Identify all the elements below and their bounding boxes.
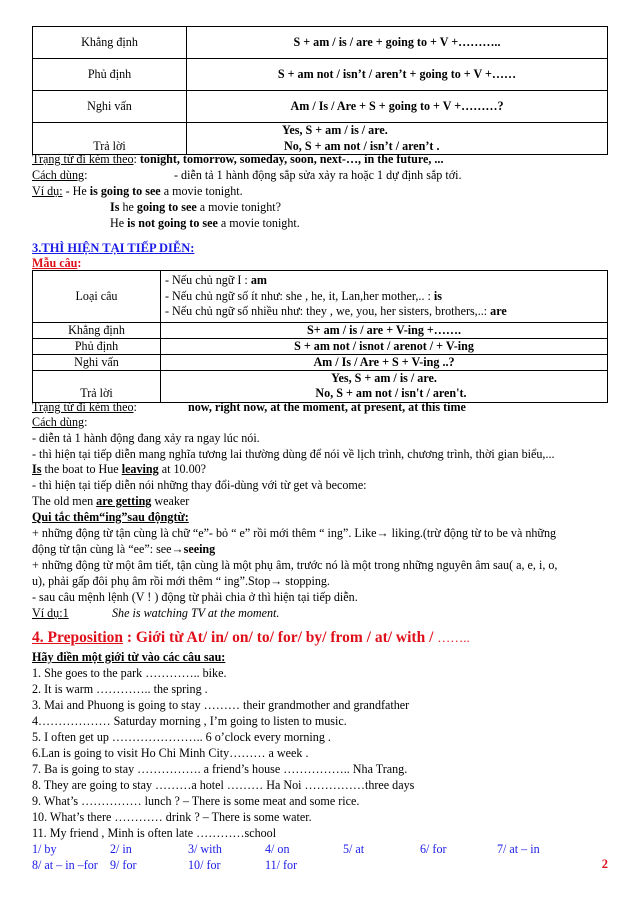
section-3-title: 3.THÌ HIỆN TẠI TIẾP DIỄN:: [32, 241, 195, 255]
page-number: 2: [601, 857, 608, 871]
adverbs-label: Trạng từ đi kèm theo: [32, 152, 134, 166]
text: at 10.00?: [158, 462, 207, 476]
usage-line: Cách dùng: - diễn tả 1 hành động sắp sửa xảy ra hoặc 1 dự định sắp tới.: [32, 168, 462, 182]
text: - He: [65, 184, 90, 198]
section-4-title: [32, 628, 470, 647]
rule-5: - sau câu mệnh lệnh (V ! ) động từ phải chia ở thì hiện tại tiếp diễn.: [32, 590, 358, 604]
row-label: Trả lời: [33, 123, 187, 155]
adverbs-line-2: Trạng từ đi kèm theo: now, right now, at the moment, at present, at this time: [32, 400, 466, 414]
usage-1: - diễn tả 1 hành động đang xảy ra ngay lúc nói.: [32, 431, 260, 445]
answer: 3/ with: [188, 842, 222, 856]
text: : Giới từ At/ in/ on/ to/ for/ by/ from / at/ with /: [123, 629, 438, 646]
example-value: She is watching TV at the moment.: [112, 606, 280, 620]
answer-yes: Yes, S + am / is / are.: [282, 123, 388, 138]
row-formula: [161, 371, 608, 402]
text: are: [490, 304, 507, 319]
arrow-icon: →: [270, 574, 283, 588]
row-formula: [187, 123, 608, 155]
text: He: [110, 216, 128, 230]
example-label: Ví dụ:1: [32, 606, 69, 620]
row-label: Phủ định: [33, 339, 161, 355]
instruction: Hãy điền một giới từ vào các câu sau:: [32, 650, 226, 664]
list-item: 1. She goes to the park ………….. bike.: [32, 666, 227, 680]
example-line-3: [110, 216, 300, 231]
rule-4: [32, 574, 330, 589]
rule-3: + những động từ một âm tiết, tận cùng là một phụ âm, trước nó là một trong những nguyên âm sau( a, e, i, o,: [32, 558, 558, 572]
future-formula-table: [32, 26, 608, 155]
answer: 2/ in: [110, 842, 132, 856]
row-label: Khẳng định: [33, 27, 187, 59]
text: u), phải gấp đôi phụ âm rồi mới thêm “ ing”.Stop: [32, 574, 271, 588]
usage-3: [32, 462, 206, 477]
list-item: 7. Ba is going to stay ……………. a friend’s house …………….. Nha Trang.: [32, 762, 408, 776]
arrow-icon: →: [376, 526, 389, 540]
usage-2: - thì hiện tại tiếp diễn mang nghĩa tương lai thường dùng để nói về lịch trình, chương trình, thời gian biểu,...: [32, 447, 555, 461]
rule-1: [32, 526, 556, 541]
row-label: Khẳng định: [33, 323, 161, 339]
text: - Nếu chủ ngữ số ít như: she , he, it, Lan,her mother,.. :: [165, 288, 434, 303]
example-line-1: [32, 184, 243, 199]
text: The old men: [32, 494, 97, 508]
list-item: 11. My friend , Minh is often late …………school: [32, 826, 277, 840]
rule-2: [32, 542, 215, 557]
text: is not going to see: [127, 216, 218, 230]
answer: 11/ for: [265, 858, 298, 872]
answer: 5/ at: [343, 842, 365, 856]
text: is: [433, 288, 442, 303]
answer-no: No, S + am not / isn't / aren't.: [315, 386, 467, 401]
text: 4. Preposition: [32, 629, 123, 646]
list-item: 8. They are going to stay ………a hotel ……… Ha Noi ……………three days: [32, 778, 415, 792]
text: weaker: [151, 494, 190, 508]
text: am: [250, 273, 267, 288]
answer: 6/ for: [420, 842, 447, 856]
pattern-label: Mẫu câu: [32, 256, 78, 270]
row-label: Trả lời: [33, 371, 161, 402]
answer: 10/ for: [188, 858, 221, 872]
answer: 4/ on: [265, 842, 290, 856]
text: going to see: [136, 200, 197, 214]
example-line: [32, 606, 280, 621]
answer: 7/ at – in: [497, 842, 540, 856]
usage-4: - thì hiện tại tiếp diễn nói những thay đổi-dùng với từ get và become:: [32, 478, 367, 492]
row-label: Nghi vấn: [33, 355, 161, 371]
rule-title: Qui tắc thêm“ing”sau độngtừ:: [32, 510, 189, 524]
row-formula: Am / Is / Are + S + going to + V +………?: [187, 91, 608, 123]
text: is going to see: [89, 184, 161, 198]
text: - Nếu chủ ngữ số nhiều như: they , we, you, her sisters, brothers,..:: [165, 304, 491, 319]
example-label: Ví dụ:: [32, 184, 63, 198]
text: liking.(trừ động từ to be và những: [388, 526, 557, 540]
text: Is: [32, 462, 42, 476]
row-formula: S + am not / isnot / arenot / + V-ing: [161, 339, 608, 355]
answer-no: No, S + am not / isn’t / aren’t .: [284, 138, 440, 153]
adverbs-line: Trạng từ đi kèm theo: tonight, tomorrow, someday, soon, next-…, in the future, ...: [32, 152, 444, 166]
list-item: 2. It is warm ………….. the spring .: [32, 682, 208, 696]
text: he: [119, 200, 137, 214]
text: Is: [110, 200, 120, 214]
text: seeing: [183, 542, 216, 556]
list-item: 9. What’s …………… lunch ? – There is some meat and some rice.: [32, 794, 360, 808]
text: - Nếu chủ ngữ I :: [165, 273, 251, 288]
text: + những động từ tận cùng là chữ “e”- bỏ “ e” rồi mới thêm “ ing”. Like: [32, 526, 377, 540]
pattern-label-line: Mẫu câu:: [32, 256, 82, 270]
row-formula: S+ am / is / are + V-ing +…….: [161, 323, 608, 339]
row-formula: Am / Is / Are + S + V-ing ..?: [161, 355, 608, 371]
usage-label-line: Cách dùng:: [32, 415, 88, 429]
list-item: 10. What’s there ………… drink ? – There is some water.: [32, 810, 312, 824]
answer: 1/ by: [32, 842, 57, 856]
adverbs-value: now, right now, at the moment, at present, at this time: [188, 400, 466, 414]
adverbs-label: Trạng từ đi kèm theo: [32, 400, 134, 414]
usage-label: Cách dùng: [32, 415, 85, 429]
answer: 9/ for: [110, 858, 137, 872]
usage-label: Cách dùng: [32, 168, 85, 182]
usage-5: [32, 494, 189, 509]
text: the boat to Hue: [41, 462, 122, 476]
list-item: 5. I often get up ………………….. 6 o’clock every morning .: [32, 730, 331, 744]
text: a movie tonight.: [217, 216, 300, 230]
answer: 8/ at – in –for: [32, 858, 98, 872]
row-label: Nghi vấn: [33, 91, 187, 123]
text: a movie tonight?: [196, 200, 281, 214]
usage-value: - diễn tả 1 hành động sắp sửa xảy ra hoặc 1 dự định sắp tới.: [174, 168, 462, 182]
arrow-icon: →: [171, 542, 184, 556]
row-label: Phủ định: [33, 59, 187, 91]
row-formula: S + am not / isn’t / aren’t + going to + V +……: [187, 59, 608, 91]
text: ……..: [437, 630, 470, 645]
text: động từ tận cùng là “ee”: see: [32, 542, 172, 556]
text: stopping.: [282, 574, 330, 588]
present-continuous-table: [32, 270, 608, 403]
text: are getting: [96, 494, 152, 508]
type-label: Loại câu: [33, 271, 161, 323]
list-item: 3. Mai and Phuong is going to stay ……… their grandmother and grandfather: [32, 698, 410, 712]
adverbs-value: tonight, tomorrow, someday, soon, next-…, in the future, ...: [139, 152, 444, 166]
list-item: 4……………… Saturday morning , I’m going to listen to music.: [32, 714, 347, 728]
text: a movie tonight.: [160, 184, 243, 198]
list-item: 6.Lan is going to visit Ho Chi Minh City……… a week .: [32, 746, 309, 760]
type-description: [161, 271, 608, 323]
answer-yes: Yes, S + am / is / are.: [331, 371, 437, 386]
row-formula: S + am / is / are + going to + V +………..: [187, 27, 608, 59]
text: leaving: [121, 462, 159, 476]
example-line-2: [110, 200, 281, 215]
